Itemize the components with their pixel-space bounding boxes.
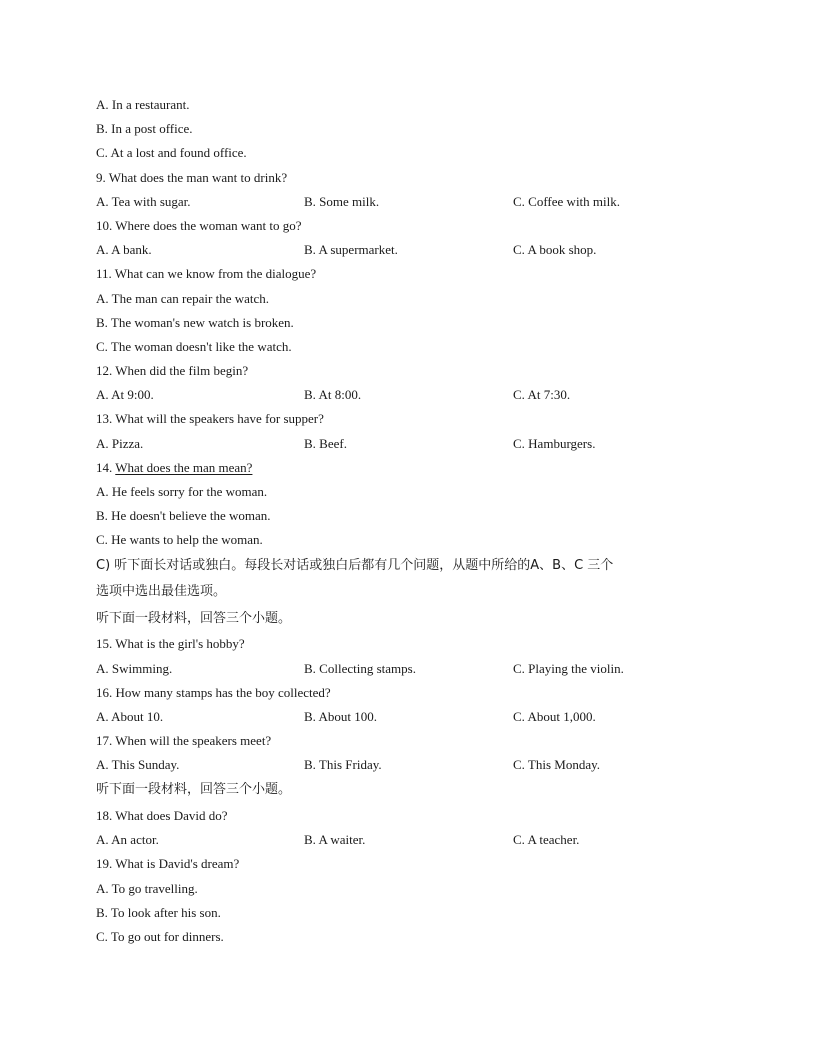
option-a: A. An actor. [96, 832, 159, 848]
option-a: A. At 9:00. [96, 387, 154, 403]
option-a: A. A bank. [96, 242, 152, 258]
question-list [96, 93, 696, 949]
options-row-9 [96, 190, 696, 214]
material-intro: 听下面一段材料，回答三个小题。 [96, 782, 292, 798]
option-a: A. He feels sorry for the woman. [96, 484, 268, 499]
option-c: C. Hamburgers. [513, 435, 596, 451]
question-12: 12. When did the film begin? [96, 363, 249, 379]
question-number: 14. [96, 459, 116, 475]
question-16: 16. How many stamps has the boy collected? [96, 684, 331, 700]
question-19: 19. What is David's dream? [96, 856, 240, 872]
option-a: A. About 10. [96, 708, 164, 724]
option-a: A. In a restaurant. [96, 97, 190, 112]
option-c: C. Playing the violin. [513, 660, 624, 676]
option-b: B. At 8:00. [304, 387, 362, 403]
option-a: A. The man can repair the watch. [96, 290, 270, 306]
option-b: B. A supermarket. [304, 242, 398, 258]
option-c: C. A teacher. [513, 832, 580, 848]
question-13: 13. What will the speakers have for supper? [96, 411, 324, 427]
options-row-15 [96, 657, 696, 681]
option-c: C. At 7:30. [513, 387, 571, 403]
options-row-17 [96, 753, 696, 777]
option-b: B. Some milk. [304, 193, 380, 209]
option-b: B. About 100. [304, 708, 377, 724]
option-b: B. A waiter. [304, 832, 366, 848]
question-9: 9. What does the man want to drink? [96, 169, 288, 185]
option-b: B. The woman's new watch is broken. [96, 314, 294, 330]
question-10: 10. Where does the woman want to go? [96, 217, 302, 233]
option-c: C. Coffee with milk. [513, 193, 621, 209]
option-b: B. In a post office. [96, 121, 193, 137]
options-row-16 [96, 705, 696, 729]
question-14 [96, 456, 696, 480]
option-b: B. Collecting stamps. [304, 660, 416, 676]
option-a: A. Tea with sugar. [96, 193, 191, 209]
option-a: A. Swimming. [96, 660, 173, 676]
option-a: A. Pizza. [96, 435, 144, 451]
material-intro: 听下面一段材料，回答三个小题。 [96, 610, 292, 626]
question-18: 18. What does David do? [96, 808, 228, 824]
option-c: C. To go out for dinners. [96, 929, 224, 944]
option-b: B. Beef. [304, 435, 347, 451]
question-11: 11. What can we know from the dialogue? [96, 266, 317, 282]
option-a: A. To go travelling. [96, 880, 198, 896]
option-b: B. This Friday. [304, 757, 382, 773]
option-a: A. This Sunday. [96, 757, 180, 773]
option-c: C. A book shop. [513, 242, 597, 258]
option-c: C. This Monday. [513, 757, 601, 773]
option-c: C. At a lost and found office. [96, 145, 247, 161]
option-c: C. He wants to help the woman. [96, 532, 263, 548]
question-17: 17. When will the speakers meet? [96, 733, 272, 749]
options-row-12 [96, 383, 696, 407]
option-c: C. About 1,000. [513, 708, 596, 724]
option-c: C. The woman doesn't like the watch. [96, 338, 292, 354]
options-row-10 [96, 238, 696, 262]
options-row-13 [96, 432, 696, 456]
options-row-18 [96, 828, 696, 852]
option-b: B. He doesn't believe the woman. [96, 508, 271, 524]
section-c-instruction-cont: 选项中选出最佳选项。 [96, 584, 227, 600]
question-15: 15. What is the girl's hobby? [96, 636, 245, 652]
section-c-instruction: C) 听下面长对话或独白。每段长对话或独白后都有几个问题，从题中所给的A、B、C 三个 [96, 557, 614, 573]
question-text: What does the man mean? [115, 459, 253, 475]
option-b: B. To look after his son. [96, 904, 221, 920]
